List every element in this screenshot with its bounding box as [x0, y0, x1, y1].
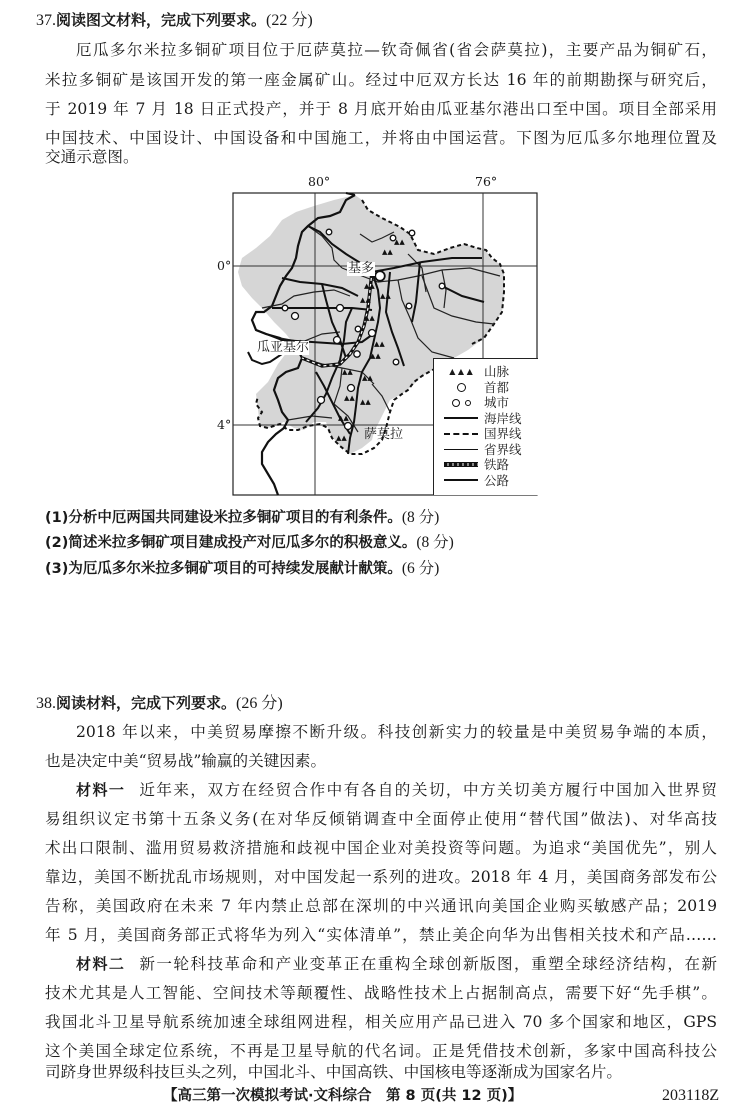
lon-label-80: 80°: [308, 174, 331, 189]
question-score: (6 分): [401, 560, 440, 577]
city-icon: [318, 397, 325, 404]
lon-label-76: 76°: [475, 174, 498, 189]
material-text: 近年来，双方在经贸合作中有各自的关切，中方关切美方履行中国加入世界贸: [139, 781, 717, 799]
question-text: (3)为厄瓜多尔米拉多铜矿项目的可持续发展献计献策。: [45, 561, 402, 577]
question-score: (8 分): [416, 534, 454, 551]
q37-score: (22 分): [266, 12, 313, 29]
city-icon: [334, 337, 341, 344]
city-icon: [406, 303, 412, 309]
material2-line: 这个美国全球定位系统，不再是卫星导航的代名词。正是凭借技术创新，多家中国高科技公: [45, 1042, 717, 1060]
question-text: (1)分析中厄两国共同建设米拉多铜矿项目的有利条件。: [45, 510, 402, 526]
label-zamora: 萨莫拉: [364, 427, 404, 442]
city-icon: [409, 230, 415, 236]
mountain-icon: ▲▲: [364, 314, 375, 322]
q38-score: (26 分): [236, 695, 283, 712]
city-icon: [355, 326, 361, 332]
city-icon: [282, 305, 288, 311]
city-icon: [292, 313, 299, 320]
q37-passage-line: 于 2019 年 7 月 18 日正式投产，并于 8 月底开始由瓜亚基尔港出口至中国。项目全部采用: [45, 100, 717, 118]
material2-line: 我国北斗卫星导航系统加速全球组网进程，相关应用产品已进入 70 多个国家和地区，GPS: [45, 1013, 717, 1031]
label-quito: 基多: [348, 261, 375, 276]
city-icon: [345, 423, 352, 430]
mountain-icon: ▲▲: [360, 398, 371, 406]
q37-passage-line: 中国技术、中国设计、中国设备和中国施工，并将由中国运营。下图为厄瓜多尔地理位置及: [45, 129, 717, 147]
capital-icon: [375, 271, 385, 281]
footer-exam-title: 【高三第一次模拟考试·文科综合 第 8 页(共 12 页)】: [163, 1088, 523, 1104]
city-icon: [348, 385, 355, 392]
material2-line-1: [76, 954, 717, 974]
material1-line: 年 5 月，美国商务部正式将华为列入“实体清单”，禁止美企向华为出售相关技术和产品……: [45, 926, 717, 944]
city-icon: [369, 330, 376, 337]
q37-passage-line: 米拉多铜矿是该国开发的第一座金属矿山。经过中厄双方长达 16 年的前期勘探与研究后，: [45, 71, 717, 89]
legend-label: 公路: [484, 472, 510, 488]
q38-intro-line: 也是决定中美“贸易战”输赢的关键因素。: [45, 752, 327, 770]
mountain-icon: ▲▲: [364, 282, 375, 290]
legend-label: 国界线: [484, 426, 522, 441]
material1-line: 告称，美国政府在未来 7 年内禁止总部在深圳的中兴通讯向美国企业购买敏感产品；2019: [45, 897, 717, 915]
q37-passage-line: 厄瓜多尔米拉多铜矿项目位于厄萨莫拉—钦奇佩省(省会萨莫拉)，主要产品为铜矿石，: [76, 41, 717, 59]
legend-label: 铁路: [484, 457, 510, 472]
q37-instruction: 阅读图文材料，完成下列要求。: [56, 11, 267, 29]
lat-label-0: 0°: [217, 258, 232, 273]
question-text: (2)简述米拉多铜矿项目建成投产对厄瓜多尔的积极意义。: [45, 535, 417, 551]
q38-number: 38.: [36, 695, 56, 712]
material2-label: 材料二: [76, 955, 126, 973]
mountain-icon: ▲▲: [382, 248, 393, 256]
material1-line: 术出口限制、滥用贸易救济措施和歧视中国企业对美投资等问题。为追求“美国优先”，别人: [45, 839, 717, 857]
q38-intro-line: 2018 年以来，中美贸易摩擦不断升级。科技创新实力的较量是中美贸易争端的本质，: [76, 723, 717, 741]
mountain-icon: ▲▲: [394, 238, 405, 246]
q38-instruction: 阅读材料，完成下列要求。: [56, 694, 237, 712]
legend-label: 省界线: [484, 441, 522, 457]
material-text: 新一轮科技革命和产业变革正在重构全球创新版图，重塑全球经济结构，在新: [139, 955, 717, 973]
q37-question-1: [45, 508, 439, 528]
city-icon: [439, 283, 445, 289]
national-border-icon: [444, 426, 478, 442]
city-icon: [326, 229, 332, 235]
mountain-icon: ▲▲: [344, 394, 355, 402]
q37-question-2: [45, 533, 454, 553]
coastline-icon: [444, 411, 478, 427]
material2-line: 司跻身世界级科技巨头之列，中国北斗、中国高铁、中国核电等逐渐成为国家名片。: [45, 1063, 622, 1081]
mountain-icon: ▲▲: [362, 374, 373, 382]
material1-line-1: [76, 780, 717, 800]
material1-line: 靠边，美国不断扰乱市场规则，对中国发起一系列的进攻。2018 年 4 月，美国商务部发布公: [45, 868, 717, 886]
mountain-icon: ▲▲: [374, 340, 385, 348]
q37-question-3: [45, 559, 439, 579]
question-score: (8 分): [401, 509, 440, 526]
legend-label: 城市: [484, 395, 510, 410]
city-icon: [354, 351, 360, 357]
q37-passage-line: 交通示意图。: [45, 148, 139, 166]
q37-heading: [36, 10, 313, 31]
highway-icon: [444, 473, 478, 489]
map-legend: [433, 358, 538, 495]
mountain-icon: ▲ ▲ ▲: [449, 367, 473, 376]
legend-label: 海岸线: [484, 410, 522, 426]
footer-code: 203118Z: [662, 1087, 720, 1104]
provincial-border-icon: [444, 442, 478, 458]
lat-label-4: 4°: [217, 417, 232, 432]
mountain-icon: ▲▲: [336, 434, 347, 442]
city-icon: [337, 305, 344, 312]
railway-icon: [444, 457, 478, 473]
mountain-icon: ▲▲: [338, 414, 349, 422]
capital-icon: [444, 380, 478, 396]
legend-label: 山脉: [484, 364, 510, 379]
q38-heading: [36, 693, 283, 714]
mountain-icon: ▲▲: [370, 352, 381, 360]
city-icon: [393, 359, 399, 365]
mountain-icon: ▲▲: [380, 292, 391, 300]
city-icon: [444, 395, 478, 411]
mountain-icon: ▲▲: [342, 368, 353, 376]
material2-line: 技术尤其是人工智能、空间技术等颠覆性、战略性技术上占据制高点，需要下好“先手棋”。: [45, 984, 717, 1002]
label-guayaquil: 瓜亚基尔: [257, 340, 310, 355]
q37-number: 37.: [36, 12, 56, 29]
material1-line: 易组织议定书第十五条义务(在对华反倾销调查中全面停止使用“替代国”做法)、对华高技: [45, 810, 717, 828]
mountain-icon: ▲▲: [360, 296, 371, 304]
material1-label: 材料一: [76, 781, 126, 799]
legend-label: 首都: [484, 379, 510, 395]
